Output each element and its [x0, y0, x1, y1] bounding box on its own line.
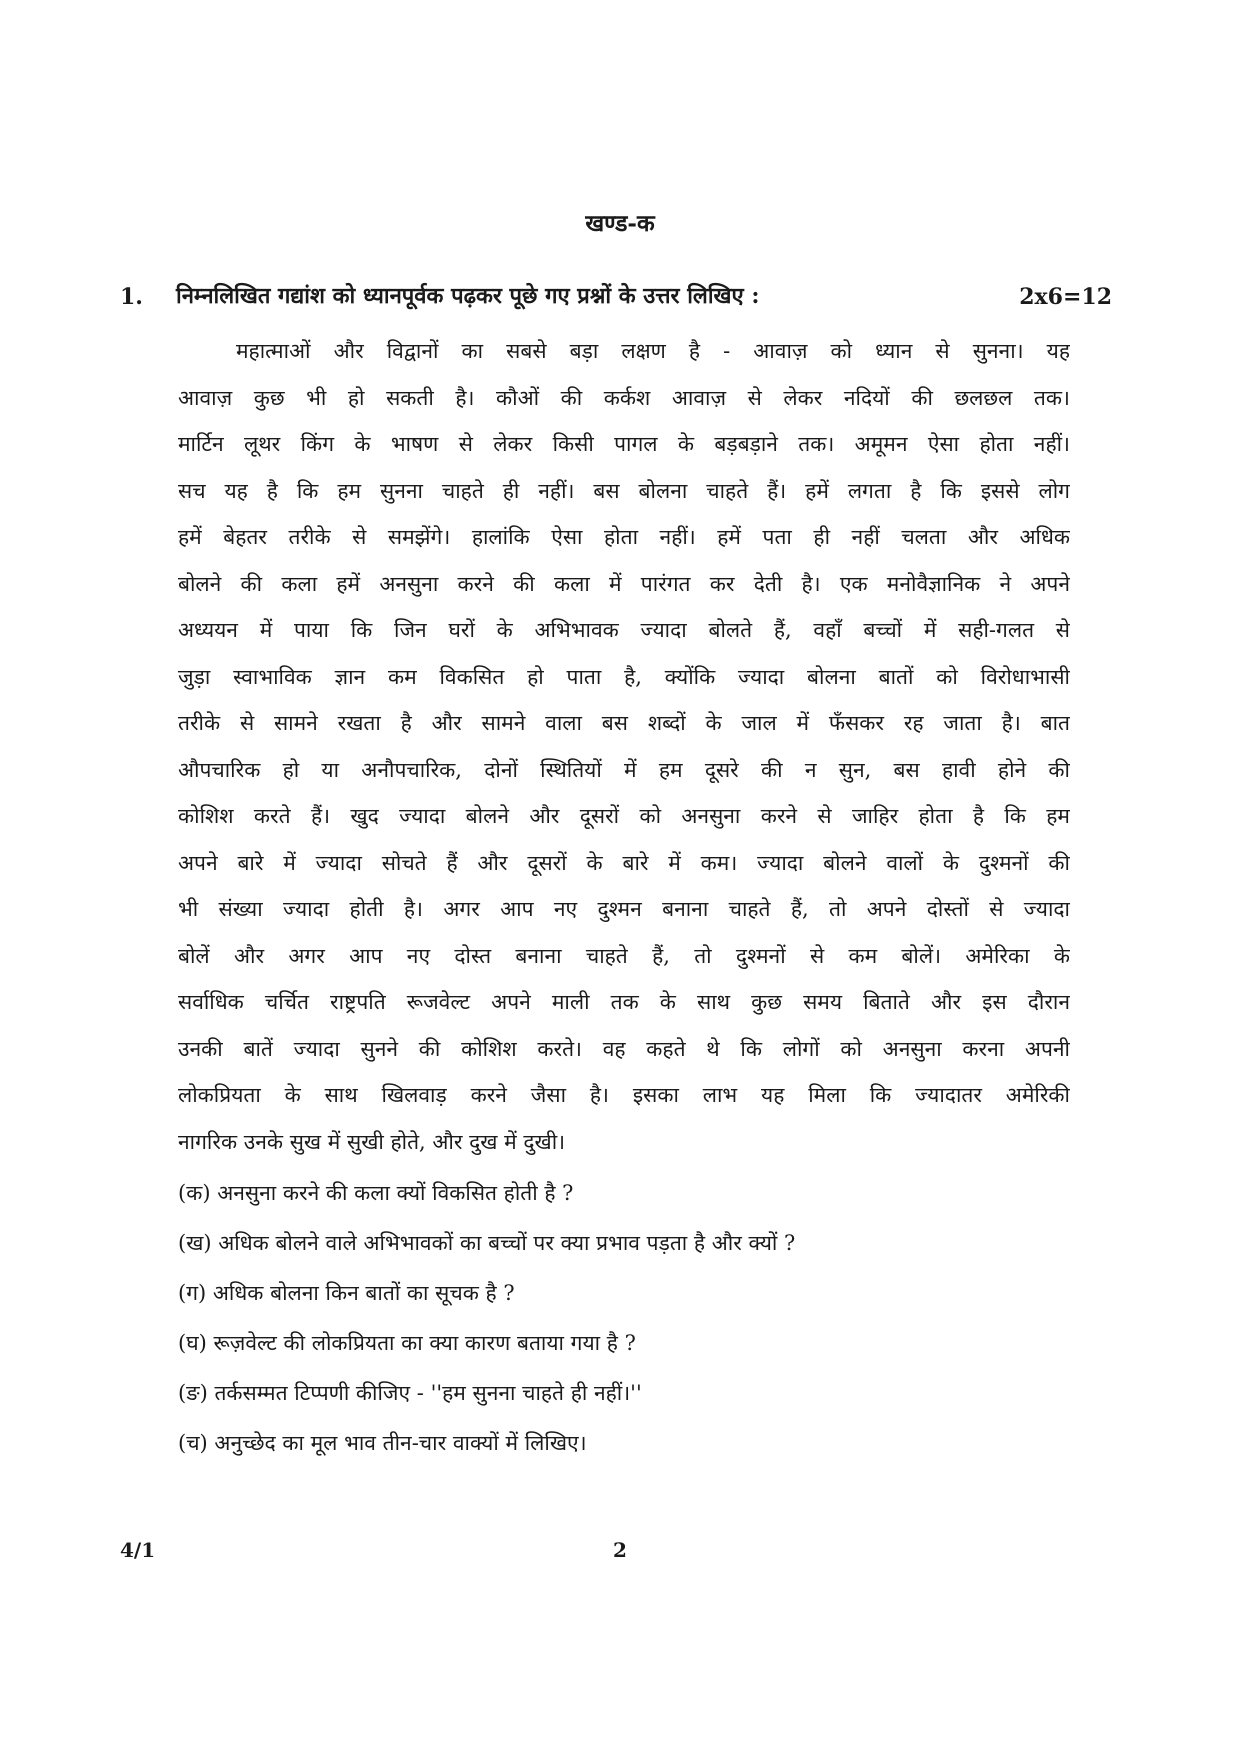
- section-title: खण्ड-क: [585, 210, 655, 237]
- passage-line: अध्ययन में पाया कि जिन घरों के अभिभावक ज्यादा बोलते हैं, वहाँ बच्चों में सही-गलत से: [178, 618, 1070, 642]
- passage: [178, 328, 1070, 1165]
- passage-line: जुड़ा स्वाभाविक ज्ञान कम विकसित हो पाता है, क्योंकि ज्यादा बोलना बातों को विरोधाभासी: [178, 664, 1070, 689]
- passage-line: भी संख्या ज्यादा होती है। अगर आप नए दुश्मन बनाना चाहते हैं, तो अपने दोस्तों से ज्यादा: [178, 897, 1070, 921]
- passage-line: महात्माओं और विद्वानों का सबसे बड़ा लक्षण है - आवाज़ को ध्यान से सुनना। यह: [236, 339, 1070, 363]
- passage-line: सर्वाधिक चर्चित राष्ट्रपति रूजवेल्ट अपने माली तक के साथ कुछ समय बिताते और इस दौरान: [178, 990, 1070, 1014]
- question-marks: 2x6=12: [1019, 284, 1112, 310]
- sub-question-gha: (घ) रूज़वेल्ट की लोकप्रियता का क्या कारण बताया गया है ?: [178, 1331, 636, 1355]
- passage-line: तरीके से सामने रखता है और सामने वाला बस शब्दों के जाल में फँसकर रह जाता है। बात: [178, 711, 1070, 735]
- passage-line: मार्टिन लूथर किंग के भाषण से लेकर किसी पागल के बड़बड़ाने तक। अमूमन ऐसा होता नहीं।: [178, 432, 1070, 456]
- passage-line: लोकप्रियता के साथ खिलवाड़ करने जैसा है। इसका लाभ यह मिला कि ज्यादातर अमेरिकी: [178, 1083, 1070, 1107]
- question-instruction: निम्नलिखित गद्यांश को ध्यानपूर्वक पढ़कर पूछे गए प्रश्नों के उत्तर लिखिए :: [176, 283, 760, 309]
- passage-line: नागरिक उनके सुख में सुखी होते, और दुख में दुखी।: [178, 1129, 566, 1154]
- passage-line: सच यह है कि हम सुनना चाहते ही नहीं। बस बोलना चाहते हैं। हमें लगता है कि इससे लोग: [178, 478, 1070, 503]
- sub-question-ga: (ग) अधिक बोलना किन बातों का सूचक है ?: [178, 1281, 515, 1305]
- passage-line: बोलें और अगर आप नए दोस्त बनाना चाहते हैं, तो दुश्मनों से कम बोलें। अमेरिका के: [178, 943, 1070, 968]
- sub-question-ka: (क) अनसुना करने की कला क्यों विकसित होती है ?: [178, 1181, 574, 1205]
- sub-question-cha: (च) अनुच्छेद का मूल भाव तीन-चार वाक्यों में लिखिए।: [178, 1431, 587, 1455]
- passage-line: आवाज़ कुछ भी हो सकती है। कौओं की कर्कश आवाज़ से लेकर नदियों की छलछल तक।: [178, 385, 1070, 410]
- passage-line: कोशिश करते हैं। खुद ज्यादा बोलने और दूसरों को अनसुना करने से जाहिर होता है कि हम: [178, 804, 1070, 828]
- sub-question-kha: (ख) अधिक बोलने वाले अभिभावकों का बच्चों पर क्या प्रभाव पड़ता है और क्यों ?: [178, 1231, 796, 1255]
- sub-question-nga: (ङ) तर्कसम्मत टिप्पणी कीजिए - ''हम सुनना चाहते ही नहीं।'': [178, 1381, 642, 1405]
- passage-line: औपचारिक हो या अनौपचारिक, दोनों स्थितियों में हम दूसरे की न सुन, बस हावी होने की: [178, 757, 1070, 782]
- sub-question-list: [178, 1168, 1070, 1468]
- passage-line: अपने बारे में ज्यादा सोचते हैं और दूसरों के बारे में कम। ज्यादा बोलने वालों के दुश्मनों की: [178, 850, 1070, 875]
- passage-line: बोलने की कला हमें अनसुना करने की कला में पारंगत कर देती है। एक मनोवैज्ञानिक ने अपने: [178, 571, 1070, 596]
- passage-line: हमें बेहतर तरीके से समझेंगे। हालांकि ऐसा होता नहीं। हमें पता ही नहीं चलता और अधिक: [178, 525, 1070, 549]
- passage-line: उनकी बातें ज्यादा सुनने की कोशिश करते। वह कहते थे कि लोगों को अनसुना करना अपनी: [178, 1036, 1070, 1061]
- question-number: 1.: [120, 284, 143, 310]
- page-number: 2: [613, 1538, 627, 1562]
- paper-code: 4/1: [120, 1538, 156, 1562]
